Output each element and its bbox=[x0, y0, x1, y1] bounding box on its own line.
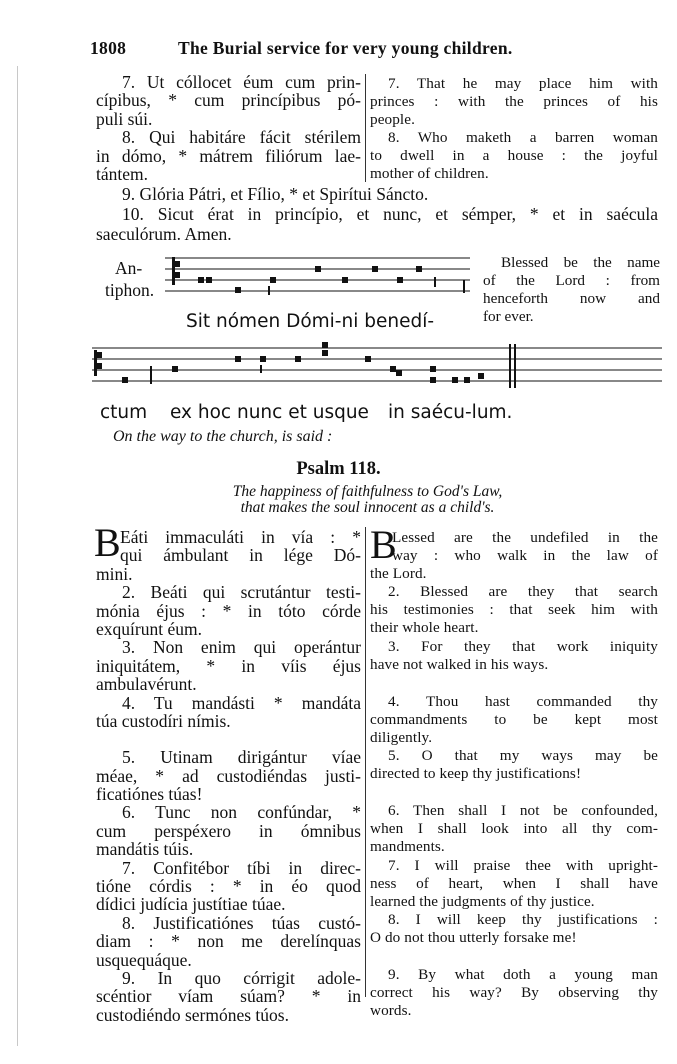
verse-line: 4. Thou hast commanded thy bbox=[388, 692, 658, 710]
rubric: On the way to the church, is said : bbox=[113, 428, 333, 445]
psalm-title: Psalm 118. bbox=[296, 459, 381, 479]
verse-line: commandments to be kept most bbox=[370, 710, 658, 728]
verse-line: in dómo, * mátrem filiórum lae- bbox=[96, 145, 361, 166]
antiphon-label-line: tiphon. bbox=[105, 280, 155, 300]
lyric-syllable: ex hoc nunc et usque bbox=[170, 402, 369, 423]
doxology-line: 9. Glória Pátri, et Fílio, * et Spirítui Sáncto. bbox=[122, 184, 429, 204]
verse-line: words. bbox=[370, 1002, 412, 1020]
antiphon-english-line: for ever. bbox=[483, 308, 534, 325]
chant-note bbox=[260, 356, 266, 362]
verse-line: the Lord. bbox=[370, 565, 427, 583]
verse-line: qui ámbulant in lége Dó- bbox=[120, 545, 361, 566]
verse-line: mónia éjus : * in tóto córde bbox=[96, 600, 361, 621]
lyric-syllable: in saécu-lum. bbox=[388, 402, 513, 423]
page-number: 1808 bbox=[90, 38, 127, 58]
chant-note bbox=[478, 373, 484, 379]
chant-note bbox=[342, 277, 348, 283]
chant-note bbox=[315, 266, 321, 272]
column-divider bbox=[365, 74, 366, 182]
psalm-latin bbox=[96, 528, 361, 1024]
verse-line: learned the judgments of thy justice. bbox=[370, 892, 595, 910]
verse-line: when I shall look into all thy com- bbox=[370, 820, 658, 838]
verse-line: way : who walk in the law of bbox=[392, 547, 658, 565]
verse-line: méae, * ad custodiéndas justi- bbox=[96, 765, 361, 786]
verse-line: 6. Tunc non confúndar, * bbox=[122, 802, 361, 823]
chant-note bbox=[172, 366, 178, 372]
running-header bbox=[90, 38, 590, 60]
page-edge-line bbox=[17, 66, 18, 1046]
verse-line: 4. Tu mandásti * mandáta bbox=[122, 692, 361, 713]
chant-note bbox=[295, 356, 301, 362]
verse-line: 8. I will keep thy justifications : bbox=[388, 910, 658, 928]
verse-line: 3. For they that work iniquity bbox=[388, 637, 658, 655]
english-verses-top bbox=[370, 75, 658, 184]
psalm-subtitle-line: The happiness of faithfulness to God's Law, bbox=[232, 483, 503, 500]
verse-line: 8. Justificatiónes túas custó- bbox=[122, 912, 361, 933]
chant-note bbox=[372, 266, 378, 272]
column-divider bbox=[365, 527, 366, 997]
doxology-line: 10. Sicut érat in princípio, et nunc, et sémper, * et in saécula bbox=[122, 204, 658, 224]
verse-line: 2. Beáti qui scrutántur testi- bbox=[122, 582, 361, 603]
verse-line: 5. Utinam dirigántur víae bbox=[122, 747, 361, 768]
antiphon-english-line: Blessed be the name bbox=[501, 254, 660, 271]
verse-line: O do not thou utterly forsake me! bbox=[370, 928, 577, 946]
chant-note bbox=[235, 356, 241, 362]
antiphon-english-line: of the Lord : from bbox=[483, 272, 660, 289]
latin-verses-top bbox=[96, 73, 361, 183]
verse-line: correct his way? By observing thy bbox=[370, 984, 658, 1002]
chant-note bbox=[322, 350, 328, 356]
chant-note bbox=[396, 370, 402, 376]
psalm-subtitle-line: that makes the soul innocent as a child's. bbox=[240, 499, 495, 516]
verse-line: his testimonies : that seek him with bbox=[370, 601, 658, 619]
psalm-subtitle bbox=[0, 484, 677, 516]
verse-line: dídici judícia justítiae túae. bbox=[96, 894, 286, 915]
chant-note bbox=[206, 277, 212, 283]
antiphon-english bbox=[483, 254, 660, 326]
verse-line: ness of heart, when I shall have bbox=[370, 874, 658, 892]
chant-note bbox=[452, 377, 458, 383]
chant-note bbox=[430, 377, 436, 383]
verse-line: 9. In quo córrigit adole- bbox=[122, 967, 361, 988]
drop-cap-latin: B bbox=[94, 520, 121, 565]
chant-note bbox=[365, 356, 371, 362]
antiphon-english-line: henceforth now and bbox=[483, 290, 660, 307]
page-title: The Burial service for very young children. bbox=[178, 38, 513, 58]
verse-line: 8. Qui habitáre fácit stérilem bbox=[122, 127, 361, 148]
chant-note bbox=[270, 277, 276, 283]
verse-line: 5. O that my ways may be bbox=[388, 747, 658, 765]
chant-note bbox=[397, 277, 403, 283]
verse-line: tántem. bbox=[96, 163, 148, 184]
verse-line: 7. Confitébor tíbi in direc- bbox=[122, 857, 361, 878]
chant-staff-1 bbox=[160, 252, 475, 302]
verse-line: exquírunt éum. bbox=[96, 618, 202, 639]
verse-line: mandments. bbox=[370, 838, 445, 856]
doxology-line: saeculórum. Amen. bbox=[96, 224, 232, 244]
lyric-syllable: ctum bbox=[100, 402, 148, 423]
doxology bbox=[96, 184, 658, 244]
chant-note bbox=[390, 366, 396, 372]
verse-line: to dwell in a house : the joyful bbox=[370, 147, 658, 165]
antiphon-lyrics-1: Sit nómen Dómi-ni benedí- bbox=[186, 311, 435, 332]
drop-cap-english: B bbox=[370, 522, 397, 567]
verse-line: 7. That he may place him with bbox=[388, 75, 658, 92]
verse-line: 7. Ut cóllocet éum cum prin- bbox=[122, 72, 361, 92]
chant-note bbox=[322, 342, 328, 348]
chant-note bbox=[430, 366, 436, 372]
verse-line: túa custodíri nímis. bbox=[96, 710, 231, 731]
verse-line: ficatiónes túas! bbox=[96, 784, 203, 805]
verse-line: 8. Who maketh a barren woman bbox=[388, 129, 658, 147]
psalm-english bbox=[370, 529, 658, 1020]
verse-line: have not walked in his ways. bbox=[370, 655, 549, 673]
verse-line: their whole heart. bbox=[370, 619, 479, 637]
verse-line: custodiéndo sermónes túos. bbox=[96, 1004, 289, 1025]
verse-line: 3. Non enim qui operántur bbox=[122, 637, 361, 658]
chant-note bbox=[122, 377, 128, 383]
verse-line: cípibus, * cum princípibus pó- bbox=[96, 90, 361, 111]
verse-line: mini. bbox=[96, 563, 133, 584]
verse-line: 6. Then shall I not be confounded, bbox=[388, 802, 658, 820]
chant-staff-2 bbox=[90, 340, 665, 395]
verse-line: scéntior víam súam? * in bbox=[96, 986, 361, 1007]
antiphon-label bbox=[105, 258, 155, 302]
verse-line: iniquitátem, * in víis éjus bbox=[96, 655, 361, 676]
chant-note bbox=[416, 266, 422, 272]
verse-line: princes : with the princes of his bbox=[370, 93, 658, 111]
verse-line: 9. By what doth a young man bbox=[388, 965, 658, 983]
verse-line: people. bbox=[370, 111, 415, 129]
verse-line: mandátis túis. bbox=[96, 839, 194, 860]
verse-line: 2. Blessed are they that search bbox=[388, 583, 658, 601]
verse-line: diam : * non me derelínquas bbox=[96, 931, 361, 952]
verse-line: ambulavérunt. bbox=[96, 674, 197, 695]
verse-line: 7. I will praise thee with upright- bbox=[388, 856, 658, 874]
verse-line: diligently. bbox=[370, 728, 433, 746]
chant-note bbox=[198, 277, 204, 283]
chant-note bbox=[464, 377, 470, 383]
verse-line: cum perspéxero in ómnibus bbox=[96, 820, 361, 841]
antiphon-label-line: An- bbox=[115, 258, 143, 278]
verse-line: puli súi. bbox=[96, 108, 153, 129]
verse-line: directed to keep thy justifications! bbox=[370, 765, 582, 783]
verse-line: mother of children. bbox=[370, 165, 489, 183]
chant-note bbox=[235, 287, 241, 293]
verse-line: Eáti immaculáti in vía : * bbox=[120, 527, 361, 547]
verse-line: usquequáque. bbox=[96, 949, 192, 970]
verse-line: tióne córdis : * in éo quod bbox=[96, 876, 361, 897]
verse-line: Lessed are the undefiled in the bbox=[392, 529, 658, 546]
